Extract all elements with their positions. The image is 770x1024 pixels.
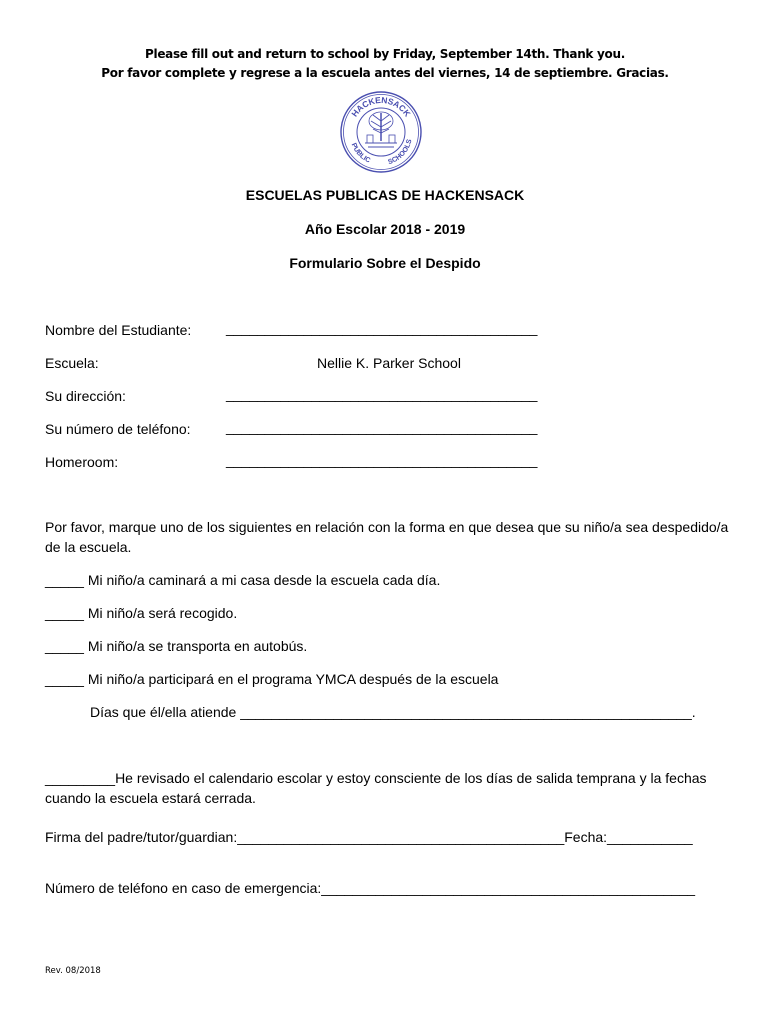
homeroom-field[interactable]: ________________________________________ — [226, 452, 538, 468]
phone-field[interactable]: ________________________________________ — [226, 419, 538, 435]
notice-english: Please fill out and return to school by Friday, September 14th. Thank you. — [145, 47, 625, 61]
option-bus[interactable]: _____ Mi niño/a se transporta en autobús. — [45, 638, 308, 654]
district-title: ESCUELAS PUBLICAS DE HACKENSACK — [245, 187, 525, 203]
instructions-text: Por favor, marque uno de los siguientes en relación con la forma en que desea que su niño/a sea despedido/a de la escuela. — [45, 519, 729, 555]
student-name-label: Nombre del Estudiante: — [45, 322, 192, 338]
option-walk-home[interactable]: _____ Mi niño/a caminará a mi casa desde la escuela cada día. — [45, 572, 441, 588]
svg-text:HACKENSACK: HACKENSACK — [349, 94, 413, 119]
svg-text:SCHOOLS: SCHOOLS — [387, 138, 414, 167]
signature-date-field[interactable]: Firma del padre/tutor/guardian:__________________________________________Fecha:___________ — [45, 829, 693, 845]
student-name-field[interactable]: ________________________________________ — [226, 320, 538, 336]
address-label: Su dirección: — [45, 388, 126, 404]
homeroom-label: Homeroom: — [45, 454, 119, 470]
phone-label: Su número de teléfono: — [45, 421, 191, 437]
school-year: Año Escolar 2018 - 2019 — [304, 221, 466, 237]
calendar-acknowledgement[interactable]: _________He revisado el calendario escolar y estoy consciente de los días de salida temprana y la fechas cuando la escuela estará cerrada. — [45, 770, 707, 806]
school-value: Nellie K. Parker School — [317, 355, 461, 371]
svg-text:PUBLIC: PUBLIC — [349, 142, 372, 165]
revision-note: Rev. 08/2018 — [45, 966, 101, 976]
school-seal-logo — [340, 91, 422, 173]
address-field[interactable]: ________________________________________ — [226, 386, 538, 402]
notice-spanish: Por favor complete y regrese a la escuela antes del viernes, 14 de septiembre. Gracias. — [101, 66, 669, 80]
option-picked-up[interactable]: _____ Mi niño/a será recogido. — [45, 605, 238, 621]
emergency-phone-field[interactable]: Número de teléfono en caso de emergencia:________________________________________________ — [45, 880, 696, 896]
form-title: Formulario Sobre el Despido — [289, 255, 481, 271]
school-label: Escuela: — [45, 355, 99, 371]
ymca-days-field[interactable]: Días que él/ella atiende __________________________________________________________. — [90, 704, 696, 720]
option-ymca[interactable]: _____ Mi niño/a participará en el programa YMCA después de la escuela — [45, 671, 499, 687]
